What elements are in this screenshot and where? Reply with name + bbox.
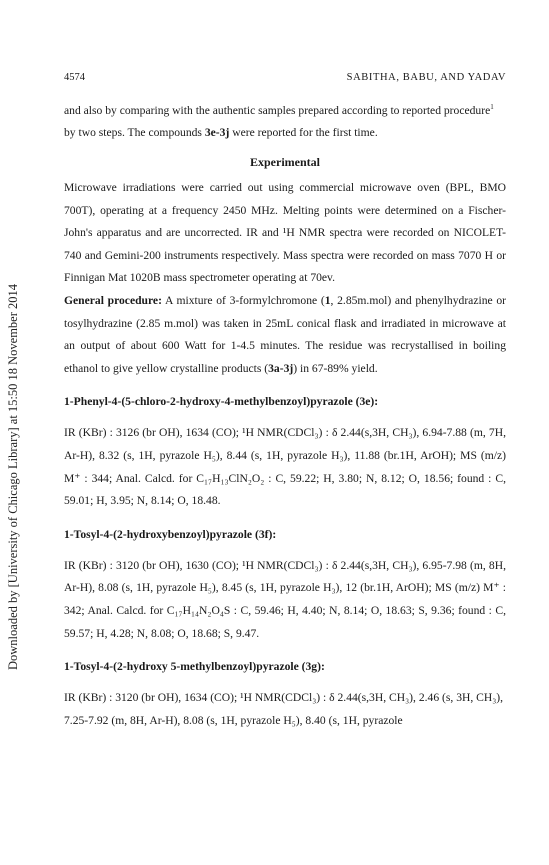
gp-text-d: ) in 67-89% yield.: [293, 361, 378, 375]
running-header: [64, 72, 506, 88]
general-procedure-label: General procedure:: [64, 294, 162, 308]
compound-title-3f: 1-Tosyl-4-(2-hydroxybenzoyl)pyrazole (3f):: [64, 527, 277, 541]
gp-text-a: A mixture of 3-formylchromone (: [161, 294, 325, 308]
general-procedure-paragraph: [64, 290, 506, 380]
intro-compound-ref: 3e-3j: [204, 126, 230, 140]
intro-line2-b: were reported for the first time.: [229, 126, 378, 140]
compound-data-3f: IR (KBr) : 3120 (br OH), 1630 (CO); ¹H NMR(CDCl₃) : δ 2.44(s,3H, CH₃), 6.95-7.98 (m, 8H, Ar-H), 8.08 (s, 1H, pyrazole H₅), 8.45 (s, 1H, pyrazole H₃), 12 (br.1H, ArOH); MS (m/z) M⁺ : 342; Anal. Calcd. for C₁₇H₁₄N₂O₄S : C, 59.46; H, 4.40; N, 8.14; O, 18.63; S, 9.36; found : C, 59.57; H, 4.28; N, 8.08; O, 18.68; S, 9.47.: [64, 558, 506, 640]
reference-mark: 1: [490, 103, 494, 111]
compound-title-3g: 1-Tosyl-4-(2-hydroxy 5-methylbenzoyl)pyrazole (3g):: [64, 660, 325, 674]
compound-data-3e: IR (KBr) : 3126 (br OH), 1634 (CO); ¹H NMR(CDCl₃) : δ 2.44(s,3H, CH₃), 6.94-7.88 (m, 7H, Ar-H), 8.32 (s, 1H, pyrazole H₅), 8.44 (s, 1H, pyrazole H₃), 11.88 (br.1H, ArOH); MS (m/z) M⁺ : 344; Anal. Calcd. for C₁₇H₁₃ClN₂O₂ : C, 59.22; H, 3.80; N, 8.12; O, 18.56; found : C, 59.01; H, 3.95; N, 8.14; O, 18.48.: [64, 426, 506, 508]
gp-ref-1: 1: [324, 294, 331, 308]
intro-paragraph: [64, 96, 506, 145]
running-authors: SABITHA, BABU, AND YADAV: [346, 72, 506, 83]
intro-line1: and also by comparing with the authentic samples prepared according to reported procedure: [64, 103, 491, 117]
article-body: [64, 96, 506, 732]
experimental-paragraph: Microwave irradiations were carried out using commercial microwave oven (BPL, BMO 700T), operating at a frequency 2450 MHz. Melting points were determined on a Fischer-John's apparatus and are uncorrected. IR and ¹H NMR spectra were recorded on NICOLET-740 and Gemini-200 instruments respectively. Mass spectra were recorded on mass 7070 H or Finnigan Mat 1020B mass spectrometer operating at 70ev.: [64, 181, 506, 285]
compound-data-3g: IR (KBr) : 3120 (br OH), 1634 (CO); ¹H NMR(CDCl₃) : δ 2.44(s,3H, CH₃), 2.46 (s, 3H, CH₃), 7.25-7.92 (m, 8H, Ar-H), 8.08 (s, 1H, pyrazole H₅), 8.40 (s, 1H, pyrazole: [64, 691, 504, 727]
intro-line2-a: by two steps. The compounds: [64, 126, 205, 140]
gp-ref-2: 3a-3j: [268, 361, 294, 375]
page-number: 4574: [64, 72, 85, 83]
compound-title-3e: 1-Phenyl-4-(5-chloro-2-hydroxy-4-methylbenzoyl)pyrazole (3e):: [64, 395, 379, 409]
download-watermark: Downloaded by [University of Chicago Library] at 15:50 18 November 2014: [6, 283, 20, 670]
gp-text-c: , 2.85m.mol) and phenylhydrazine or tosylhydrazine (2.85 m.mol) was taken in 25mL conical flask and irradiated in microwave at an output of about 600 Watt for 1-4.5 minutes. The residue was recrystallised in boiling ethanol to give yellow crystalline products (: [64, 294, 506, 375]
section-heading-experimental: Experimental: [250, 155, 320, 170]
